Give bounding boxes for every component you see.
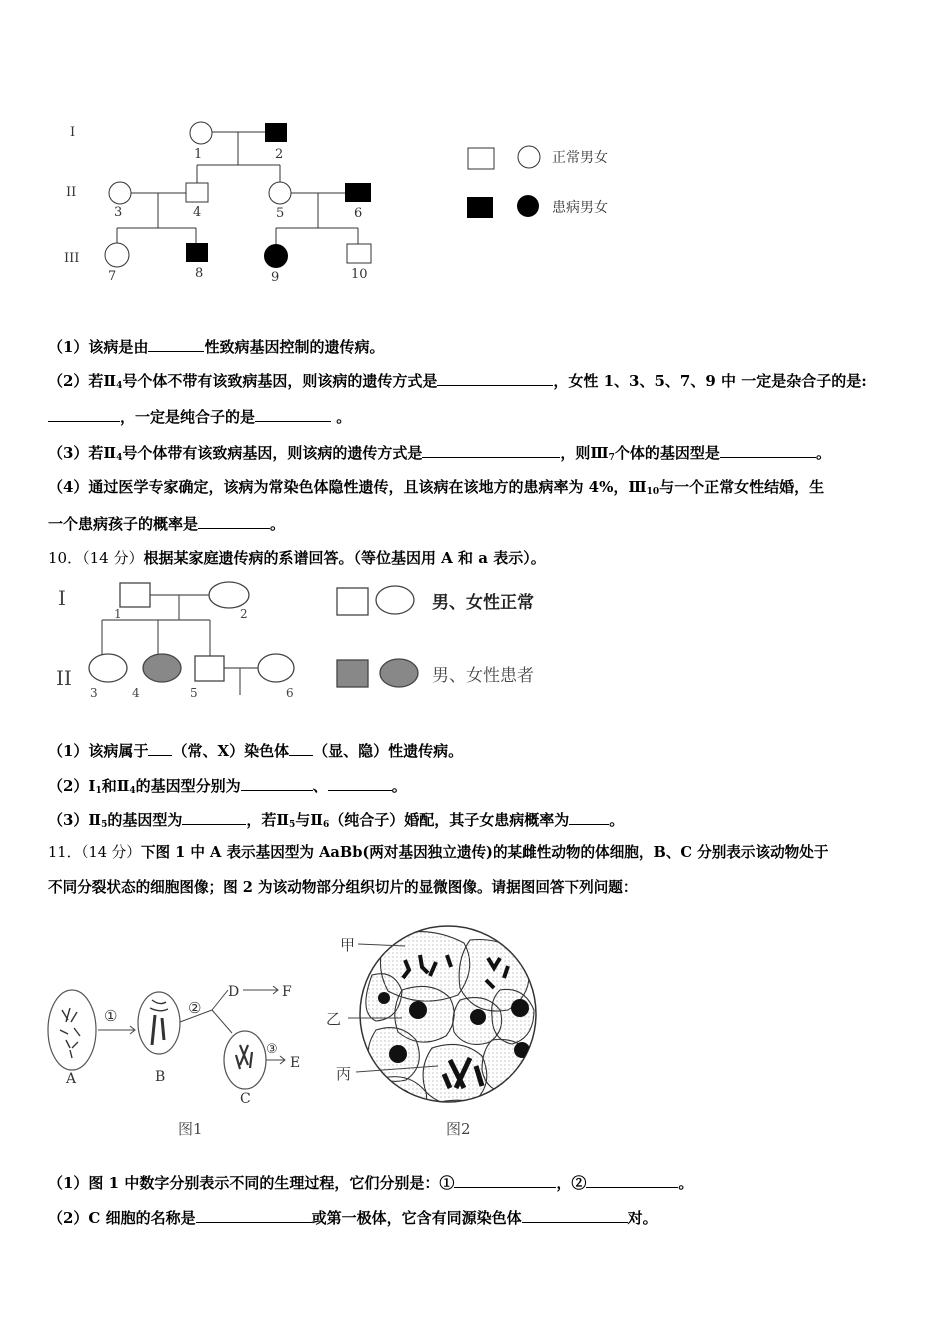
- q10-p2-text-b: 和Ⅱ: [101, 777, 130, 795]
- answer-blank[interactable]: [148, 740, 172, 756]
- ped2-male-5: [195, 656, 224, 681]
- q10-p3-text-d: 与Ⅱ: [295, 811, 323, 829]
- q10-p3-text-a: （3）Ⅱ: [48, 811, 102, 829]
- q9-p4-text-a: （4）通过医学专家确定，该病为常染色体隐性遗传，且该病在该地方的患病率为 4%，Ⅲ: [48, 478, 647, 496]
- fig2-label: 丙: [336, 1065, 352, 1083]
- ped2-gen-label: I: [58, 586, 66, 610]
- q11-p2-text-b: 或第一极体，它含有同源染色体: [311, 1209, 522, 1227]
- subscript: 1: [95, 786, 102, 796]
- q11-p2-text-a: （2）C 细胞的名称是: [48, 1209, 196, 1227]
- ped1-number: 8: [195, 266, 204, 281]
- answer-blank[interactable]: [255, 406, 331, 422]
- legend2-normal-label: 男、女性正常: [432, 593, 534, 613]
- q9-p3-text-a: （3）若Ⅱ: [48, 444, 117, 462]
- legend-normal-male-icon: [468, 148, 494, 169]
- ped1-female-1: [190, 122, 212, 144]
- ped1-gen-label: III: [64, 251, 80, 266]
- fig1-cell-label: E: [290, 1055, 301, 1071]
- ped1-female-5: [269, 182, 291, 204]
- ped2-female-2: [209, 582, 249, 608]
- q10-p3-text-e: （纯合子）婚配，其子女患病概率为: [329, 811, 570, 829]
- q11-p1-text-a: （1）图 1 中数字分别表示不同的生理过程，它们分别是：①: [48, 1174, 455, 1192]
- ped1-male-10: [347, 244, 371, 263]
- legend-affected-label: 患病男女: [552, 200, 608, 216]
- fig1-cell-label: D: [228, 984, 240, 1000]
- ped2-female-6: [258, 654, 294, 682]
- q10-part2: [48, 775, 407, 801]
- answer-blank[interactable]: [422, 442, 560, 458]
- ped1-number: 10: [351, 267, 368, 282]
- q9-p2-text-d: ，一定是纯合子的是: [120, 408, 256, 426]
- ped2-number: 4: [132, 686, 140, 700]
- pedigree-chart-2: [50, 578, 610, 708]
- q11-line1: 下图 1 中 A 表示基因型为 AaBb(两对基因独立遗传)的某雌性动物的体细胞，B、C 分别表示该动物处于: [140, 844, 829, 861]
- ped2-number: 5: [190, 686, 198, 700]
- q9-p3-text-c: ，则Ⅲ: [560, 444, 609, 462]
- fig1-caption: 图1: [178, 1120, 203, 1138]
- subscript: 5: [289, 820, 296, 830]
- q9-part2: [48, 370, 867, 396]
- ped1-female-7: [105, 243, 129, 267]
- legend-normal-label: 正常男女: [552, 150, 608, 166]
- answer-blank[interactable]: [289, 740, 313, 756]
- answer-blank[interactable]: [196, 1207, 312, 1223]
- ped2-gen-label: II: [56, 666, 72, 690]
- q11-line2-row: [48, 878, 637, 898]
- answer-blank[interactable]: [328, 775, 392, 791]
- q9-p2-text-c: ，女性 1、3、5、7、9 中 一定是杂合子的是:: [553, 372, 867, 390]
- answer-blank[interactable]: [437, 370, 553, 386]
- q9-part2-cont: [48, 406, 351, 427]
- answer-blank[interactable]: [522, 1207, 628, 1223]
- ped1-number: 9: [271, 270, 280, 285]
- ped1-male-8-affected: [186, 243, 208, 262]
- ped1-male-4: [186, 183, 208, 202]
- ped1-female-9-affected: [264, 244, 288, 268]
- q11-part2: [48, 1207, 658, 1228]
- fig1-cell-label: B: [155, 1069, 166, 1085]
- legend2-normal-male-icon: [337, 588, 368, 615]
- ped1-male-2-affected: [265, 123, 287, 142]
- ped2-number: 1: [114, 607, 122, 621]
- q10-p1-text-b: （常、X）染色体: [172, 742, 290, 760]
- q10-p2-text-c: 的基因型分别为: [135, 777, 241, 795]
- q9-p4-text-d: 。: [270, 515, 286, 533]
- ped2-number: 2: [240, 607, 248, 621]
- q11-p2-text-c: 对。: [627, 1209, 658, 1227]
- ped1-number: 2: [275, 147, 284, 162]
- q9-p1-text-a: （1）该病是由: [48, 338, 149, 356]
- fig1-cell-label: A: [66, 1071, 77, 1087]
- ped1-number: 3: [114, 205, 123, 220]
- legend2-affected-female-icon: [380, 659, 418, 687]
- q9-p4-text-c: 一个患病孩子的概率是: [48, 515, 199, 533]
- q10-p2-text-e: 。: [391, 777, 407, 795]
- legend2-affected-label: 男、女性患者: [432, 666, 534, 686]
- answer-blank[interactable]: [241, 775, 313, 791]
- q9-p3-text-d: 个体的基因型是: [614, 444, 720, 462]
- q10-p3-text-b: 的基因型为: [107, 811, 183, 829]
- legend-affected-male-icon: [467, 197, 493, 218]
- ped1-male-6-affected: [345, 183, 371, 202]
- figure-1-cell-division: [40, 970, 330, 1145]
- pedigree-legend-1: [460, 140, 640, 225]
- subscript: 5: [101, 820, 108, 830]
- answer-blank[interactable]: [586, 1172, 678, 1188]
- ped2-female-4-affected: [143, 654, 181, 682]
- q10-part3: [48, 809, 624, 835]
- subscript: 6: [322, 820, 330, 830]
- question-number: 11．（14 分）: [48, 844, 141, 861]
- q9-p2-text-b: 号个体不带有该致病基因，则该病的遗传方式是: [122, 372, 438, 390]
- legend-normal-female-icon: [518, 146, 540, 168]
- q9-part1: [48, 336, 384, 357]
- q10-p2-text-d: 、: [312, 777, 328, 795]
- legend-affected-female-icon: [517, 195, 539, 217]
- ped2-female-3: [89, 654, 127, 682]
- q10-p3-text-c: ，若Ⅱ: [246, 811, 290, 829]
- q9-p1-text-b: 性致病基因控制的遗传病。: [204, 338, 385, 356]
- q11-line2: 不同分裂状态的细胞图像；图 2 为该动物部分组织切片的显微图像。请据图回答下列问题：: [48, 879, 638, 896]
- fig2-label: 乙: [326, 1010, 342, 1028]
- legend2-affected-male-icon: [337, 660, 368, 687]
- answer-blank[interactable]: [569, 809, 609, 825]
- q11-heading: [48, 843, 828, 863]
- legend2-normal-female-icon: [376, 586, 414, 614]
- ped1-number: 5: [276, 206, 285, 221]
- fig1-step-label: ①: [104, 1007, 118, 1025]
- ped1-number: 6: [354, 206, 363, 221]
- answer-blank[interactable]: [720, 442, 816, 458]
- answer-blank[interactable]: [198, 513, 270, 529]
- q9-part4-cont: [48, 513, 285, 534]
- answer-blank[interactable]: [454, 1172, 556, 1188]
- q9-p3-text-b: 号个体带有该致病基因，则该病的遗传方式是: [122, 444, 423, 462]
- q11-part1: [48, 1172, 693, 1193]
- q10-part1: [48, 740, 463, 761]
- q9-p2-text-e: 。: [331, 408, 352, 426]
- q9-p2-text-a: （2）若Ⅱ: [48, 372, 117, 390]
- fig1-step-label: ②: [188, 999, 202, 1017]
- subscript: 7: [608, 453, 615, 463]
- subscript: 4: [129, 786, 136, 796]
- ped2-male-1: [120, 583, 150, 607]
- q10-p3-text-f: 。: [609, 811, 625, 829]
- ped1-number: 1: [194, 147, 203, 162]
- answer-blank[interactable]: [148, 336, 204, 352]
- subscript: 4: [116, 453, 123, 463]
- q9-p3-text-e: 。: [815, 444, 831, 462]
- answer-blank[interactable]: [48, 406, 120, 422]
- subscript: 4: [116, 381, 123, 391]
- ped1-number: 7: [108, 269, 117, 284]
- question-number: 10．（14 分）: [48, 549, 144, 567]
- fig1-step-label: ③: [266, 1042, 278, 1057]
- q10-p1-text-c: （显、隐）性遗传病。: [313, 742, 464, 760]
- fig2-caption: 图2: [446, 1120, 471, 1138]
- ped2-number: 3: [90, 686, 98, 700]
- q10-p1-text-a: （1）该病属于: [48, 742, 149, 760]
- q9-part4: [48, 477, 824, 502]
- figure-2-micrograph: [326, 920, 560, 1145]
- fig1-cell-label: F: [282, 984, 292, 1000]
- ped1-female-3: [109, 182, 131, 204]
- q9-part3: [48, 442, 831, 468]
- q10-title: 根据某家庭遗传病的系谱回答。（等位基因用 A 和 a 表示）。: [143, 549, 546, 567]
- ped1-number: 4: [193, 205, 202, 220]
- answer-blank[interactable]: [182, 809, 246, 825]
- q10-heading: [48, 548, 546, 568]
- q11-p1-text-c: 。: [678, 1174, 694, 1192]
- ped2-number: 6: [286, 686, 294, 700]
- subscript: 10: [646, 487, 660, 497]
- ped1-gen-label: I: [70, 125, 76, 140]
- q9-p4-text-b: 与一个正常女性结婚，生: [659, 478, 825, 496]
- fig2-label: 甲: [340, 936, 356, 954]
- fig1-cell-label: C: [240, 1091, 251, 1107]
- q11-p1-text-b: ，②: [556, 1174, 587, 1192]
- pedigree-chart-1: [55, 110, 385, 290]
- q10-p2-text-a: （2）Ⅰ: [48, 777, 96, 795]
- ped1-gen-label: II: [66, 185, 77, 200]
